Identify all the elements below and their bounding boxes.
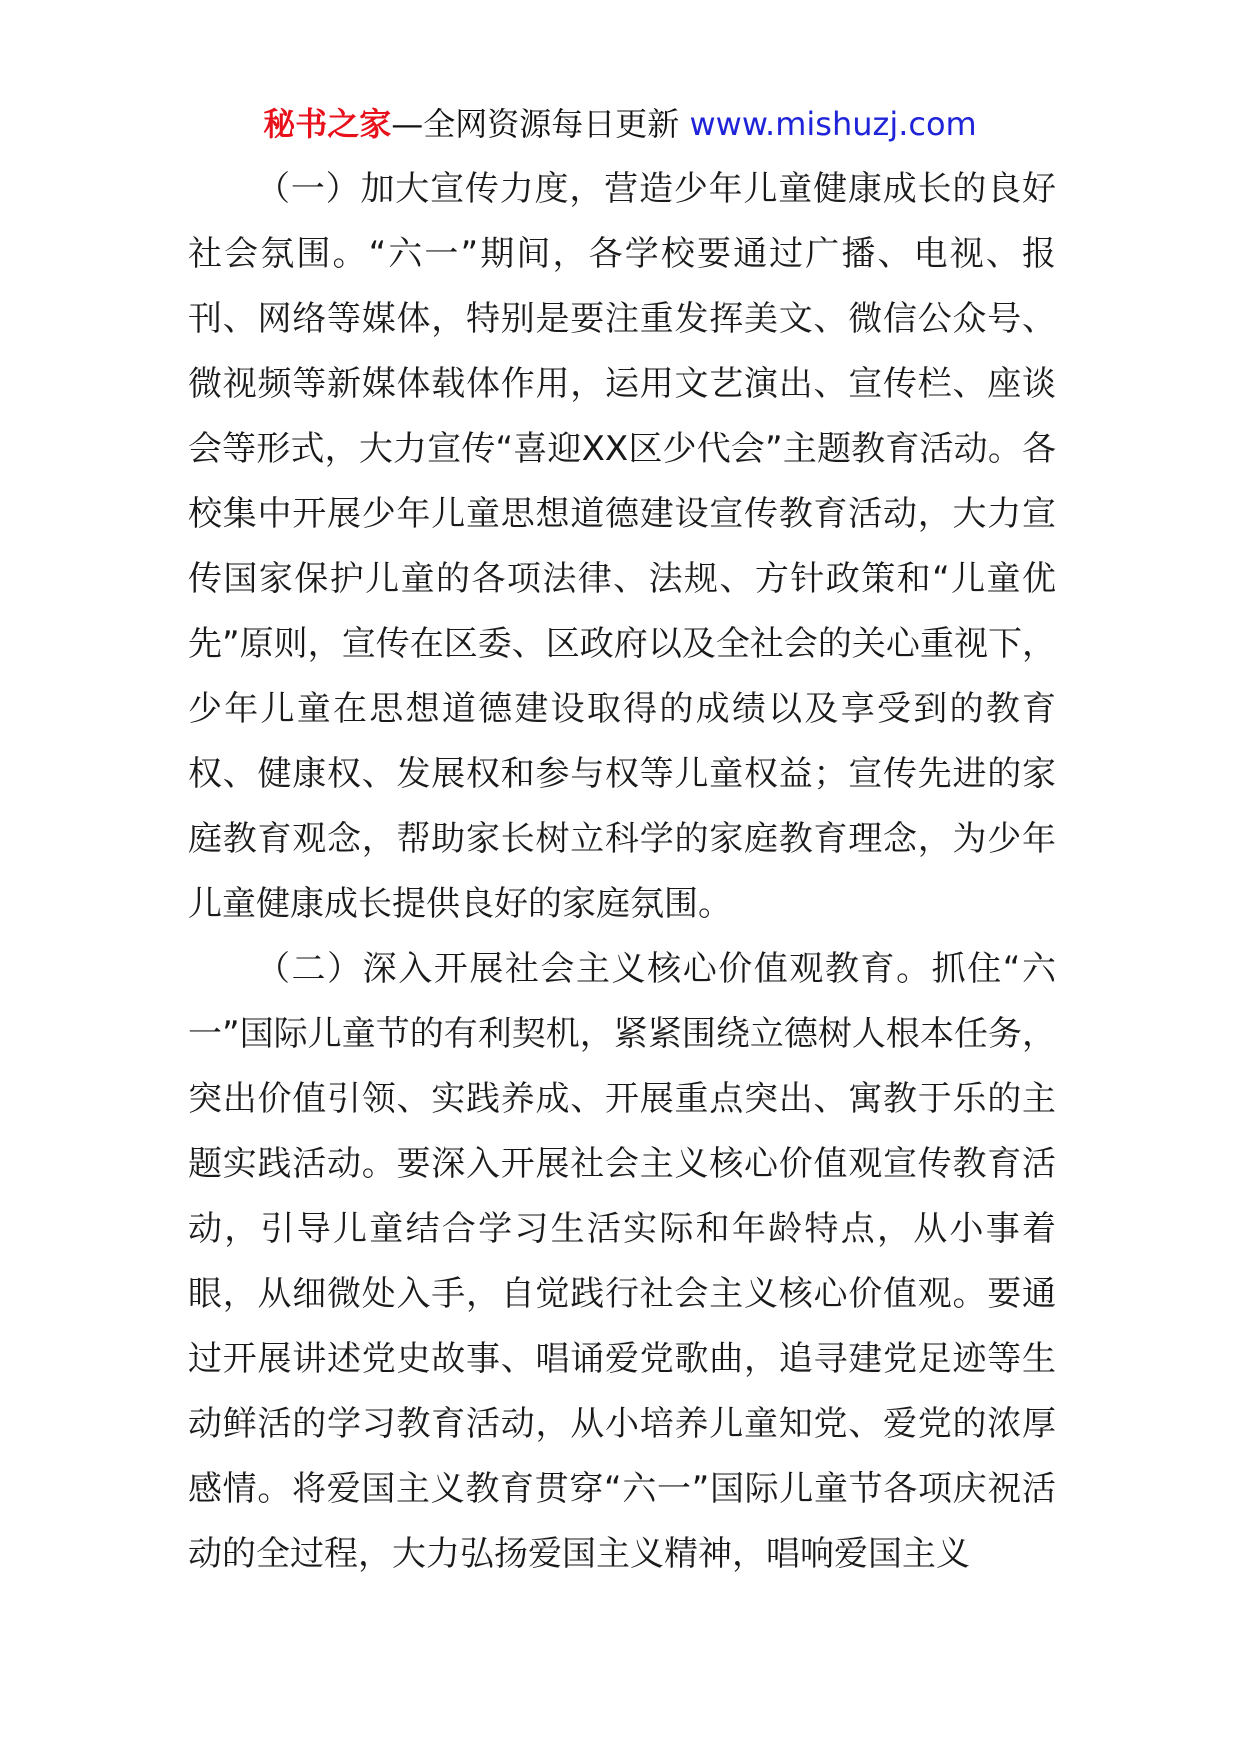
site-slogan: —全网资源每日更新 <box>391 105 680 143</box>
document-body <box>188 157 1056 1587</box>
paragraph-2: （二）深入开展社会主义核心价值观教育。抓住“六一”国际儿童节的有利契机，紧紧围绕立德树人根本任务，突出价值引领、实践养成、开展重点突出、寓教于乐的主题实践活动。要深入开展社会主义核心价值观宣传教育活动，引导儿童结合学习生活实际和年龄特点，从小事着眼，从细微处入手，自觉践行社会主义核心价值观。要通过开展讲述党史故事、唱诵爱党歌曲，追寻建党足迹等生动鲜活的学习教育活动，从小培养儿童知党、爱党的浓厚感情。将爱国主义教育贯穿“六一”国际儿童节各项庆祝活动的全过程，大力弘扬爱国主义精神，唱响爱国主义 <box>188 949 1056 1574</box>
paragraph-1: （一）加大宣传力度，营造少年儿童健康成长的良好社会氛围。“六一”期间，各学校要通过广播、电视、报刊、网络等媒体，特别是要注重发挥美文、微信公众号、微视频等新媒体载体作用，运用文艺演出、宣传栏、座谈会等形式，大力宣传“喜迎XX区少代会”主题教育活动。各校集中开展少年儿童思想道德建设宣传教育活动，大力宣传国家保护儿童的各项法律、法规、方针政策和“儿童优先”原则，宣传在区委、区政府以及全社会的关心重视下，少年儿童在思想道德建设取得的成绩以及享受到的教育权、健康权、发展权和参与权等儿童权益；宣传先进的家庭教育观念，帮助家长树立科学的家庭教育理念，为少年儿童健康成长提供良好的家庭氛围。 <box>188 169 1056 924</box>
site-brand: 秘书之家 <box>263 105 392 143</box>
site-header <box>0 100 1240 148</box>
site-url-link[interactable]: www.mishuzj.com <box>689 105 977 143</box>
